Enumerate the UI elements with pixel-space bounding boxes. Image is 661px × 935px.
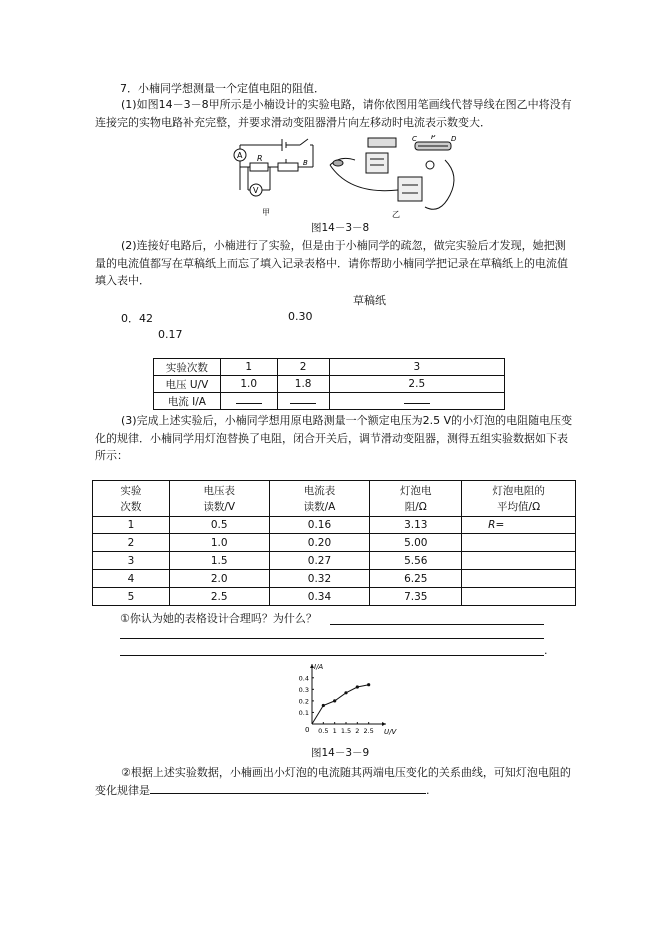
- y-tick-label: 0.4: [298, 674, 309, 683]
- table-row: 2 1.0 0.20 5.00: [93, 534, 576, 552]
- table-header-row: [93, 481, 576, 517]
- ammeter-letter: A: [237, 151, 243, 160]
- part3-text: (3)完成上述实验后，小楠同学想用原电路测量一个额定电压为2.5 V的小灯泡的电阻随电压变化的规律．小楠同学用灯泡替换了电阻，闭合开关后，调节滑动变阻器，测得五组实验数据如下表所示：: [95, 414, 573, 462]
- y-tick-label: 0.2: [298, 697, 309, 706]
- row-label: 实验次数: [154, 359, 221, 376]
- lamp-data-table: [92, 480, 576, 606]
- data-point: [322, 704, 325, 707]
- header-trial: 实验 次数: [93, 481, 170, 517]
- x-tick-label: 0.5: [318, 727, 329, 735]
- y-axis-label: I/A: [314, 663, 324, 671]
- sub2-period: .: [426, 783, 430, 797]
- table-row: 3 1.5 0.27 5.56: [93, 552, 576, 570]
- answer-line-1[interactable]: [330, 624, 544, 625]
- circuit-figure: [220, 135, 470, 225]
- draft-value-2: 0.30: [288, 310, 313, 323]
- row-label: 电压 U/V: [154, 376, 221, 393]
- slider-letter-p: P: [431, 135, 436, 141]
- header-average: 灯泡电阻的 平均值/Ω: [462, 481, 576, 517]
- sub2-text: ②根据上述实验数据，小楠画出小灯泡的电流随其两端电压变化的关系曲线，可知灯泡电阻的变化规律是: [95, 766, 571, 797]
- data-point: [344, 691, 347, 694]
- part1-text: (1)如图14－3－8甲所示是小楠设计的实验电路，请你依图用笔画线代替导线在图乙中将没有连接完的实物电路补充完整，并要求滑动变阻器滑片向左移动时电流表示数变大．: [95, 98, 572, 129]
- resistor-letter: R: [257, 154, 263, 163]
- origin-label: 0: [305, 726, 310, 734]
- x-tick-label: 1.5: [340, 727, 352, 735]
- header-current: 电流表 读数/A: [269, 481, 370, 517]
- figure1-caption: 图14－3－8: [311, 222, 370, 234]
- answer-line-3[interactable]: [120, 655, 544, 656]
- data-point: [367, 683, 370, 686]
- schematic-diagram: [234, 139, 313, 196]
- row-label: 电流 I/A: [154, 393, 221, 410]
- draft-value-3: 0.17: [158, 328, 183, 341]
- slider-letter-c: C: [412, 135, 417, 143]
- y-tick-label: 0.1: [298, 708, 309, 717]
- voltmeter-letter: V: [253, 186, 259, 195]
- data-point: [333, 699, 336, 702]
- label-jia: 甲: [262, 208, 270, 217]
- label-yi: 乙: [392, 210, 400, 219]
- table-row: [154, 393, 505, 410]
- draft-title: 草稿纸: [353, 294, 386, 307]
- table-row: 5 2.5 0.34 7.35: [93, 588, 576, 606]
- question-title: 7．小楠同学想测量一个定值电阻的阻值．: [120, 82, 325, 95]
- figure2-caption: 图14－3－9: [311, 747, 370, 759]
- table-row: 1 0.5 0.16 3.13 R=: [93, 517, 576, 534]
- part2-text: (2)连接好电路后，小楠进行了实验，但是由于小楠同学的疏忽，做完实验后才发现，她把测量的电流值都写在草稿纸上而忘了填入记录表格中．请你帮助小楠同学把记录在草稿纸上的电流值填入表中．: [95, 239, 568, 287]
- sub-question-1: ①你认为她的表格设计合理吗？为什么？: [120, 612, 317, 625]
- current-blank-2[interactable]: [277, 393, 329, 410]
- table-row: 4 2.0 0.32 6.25: [93, 570, 576, 588]
- y-tick-label: 0.3: [298, 685, 309, 694]
- physical-circuit: [330, 138, 454, 209]
- header-resistance: 灯泡电 阻/Ω: [370, 481, 462, 517]
- terminal-b-letter: B: [303, 159, 308, 167]
- sub1-period: .: [544, 644, 548, 657]
- x-axis-label: U/V: [384, 728, 397, 736]
- header-voltage: 电压表 读数/V: [169, 481, 269, 517]
- current-blank-3[interactable]: [329, 393, 504, 410]
- current-blank-1[interactable]: [220, 393, 277, 410]
- sub2-answer-blank[interactable]: [150, 793, 426, 794]
- answer-line-2[interactable]: [120, 638, 544, 639]
- sub-question-2: [95, 764, 575, 799]
- series-line: [312, 685, 369, 724]
- x-tick-label: 2.5: [363, 727, 374, 735]
- data-point: [356, 685, 359, 688]
- x-tick-label: 2: [355, 727, 360, 735]
- table-row: 实验次数 1 2 3: [154, 359, 505, 376]
- draft-value-1: 0．42: [121, 312, 153, 325]
- slider-letter-d: D: [451, 135, 457, 143]
- iv-curve-chart: [290, 662, 400, 744]
- x-axis-arrow: [382, 722, 386, 726]
- x-tick-label: 1: [332, 727, 337, 735]
- table-row: 电压 U/V 1.0 1.8 2.5: [154, 376, 505, 393]
- record-table: [153, 358, 505, 410]
